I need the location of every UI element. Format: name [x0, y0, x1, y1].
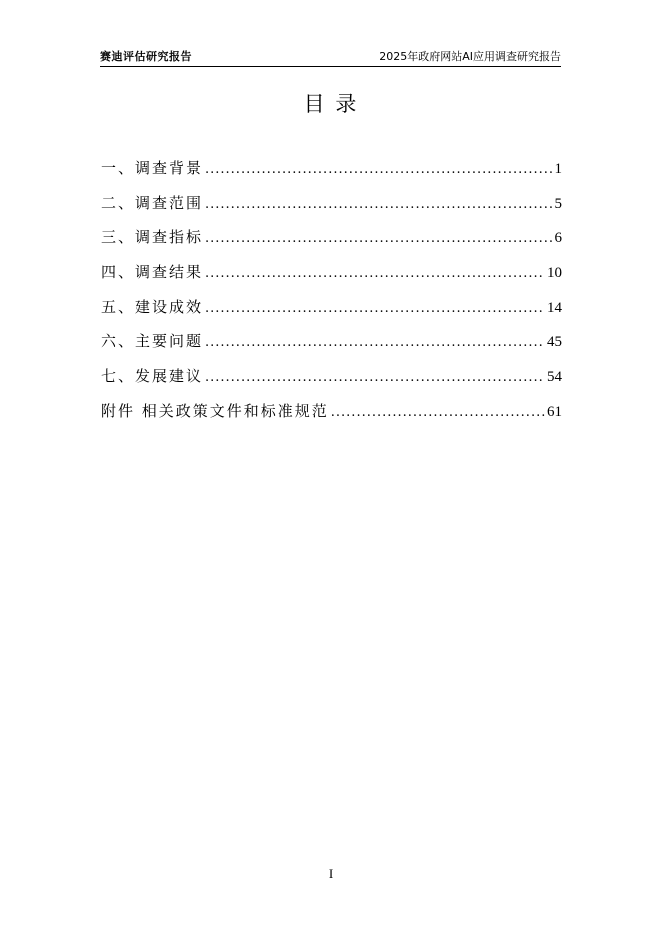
toc-entry[interactable] [101, 365, 562, 400]
toc-dot-leader [205, 266, 545, 281]
toc-entry-label: 一、调查背景 [101, 159, 204, 177]
toc-entry-label: 二、调查范围 [101, 193, 204, 212]
toc-entry-page: 54 [547, 369, 562, 386]
toc-entry-page: 14 [547, 299, 562, 316]
toc-entry[interactable] [101, 157, 562, 192]
toc-entry-label: 七、发展建议 [101, 367, 204, 386]
toc-entry-label: 六、主要问题 [101, 332, 204, 351]
toc-dot-leader [205, 197, 552, 212]
toc-entry-page: 61 [547, 403, 562, 420]
toc-entry[interactable] [101, 400, 562, 435]
toc-dot-leader [205, 370, 545, 385]
toc-entry[interactable] [101, 261, 562, 296]
header-left-text: 赛迪评估研究报告 [100, 50, 192, 63]
toc-entry-label: 四、调查结果 [101, 263, 204, 282]
toc-entry-page: 45 [547, 334, 562, 351]
toc-dot-leader [331, 405, 545, 420]
page-header [100, 44, 561, 67]
toc-entry[interactable] [101, 296, 562, 331]
page-number: I [328, 866, 334, 881]
toc-entry-label: 三、调查指标 [101, 228, 204, 247]
table-of-contents [101, 157, 562, 435]
toc-entry-label: 五、建设成效 [101, 297, 204, 316]
toc-entry-page: 1 [554, 161, 562, 177]
toc-dot-leader [205, 231, 552, 246]
toc-dot-leader [205, 162, 552, 177]
toc-entry[interactable] [101, 226, 562, 261]
toc-entry-page: 6 [554, 230, 562, 247]
header-right-text: 2025年政府网站AI应用调查研究报告 [379, 50, 561, 63]
toc-entry[interactable] [101, 330, 562, 365]
toc-entry[interactable] [101, 192, 562, 227]
toc-entry-page: 10 [547, 265, 562, 282]
toc-entry-page: 5 [554, 195, 562, 212]
toc-dot-leader [205, 301, 545, 316]
toc-title: 目 录 [303, 92, 359, 116]
toc-dot-leader [205, 335, 545, 350]
toc-entry-label: 附件 相关政策文件和标准规范 [101, 401, 329, 420]
